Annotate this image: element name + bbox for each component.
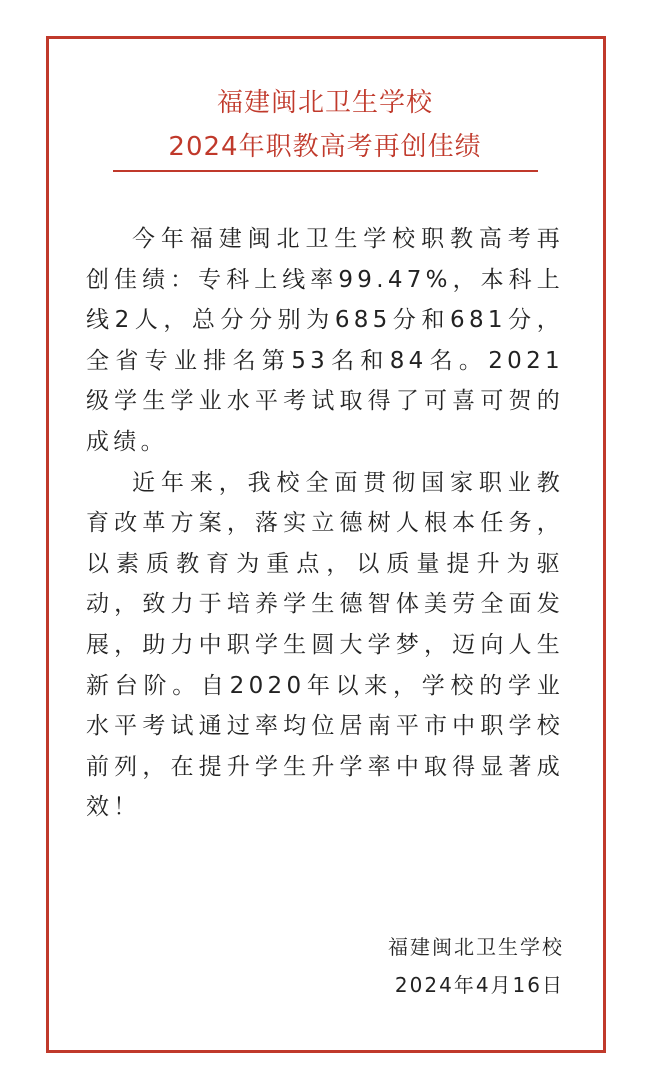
signature-organization: 福建闽北卫生学校	[388, 935, 564, 959]
title-underline	[113, 170, 538, 172]
article-body	[86, 219, 564, 828]
signature-date: 2024年4月16日	[394, 973, 564, 997]
paragraph-reform: 近年来，我校全面贯彻国家职业教育改革方案，落实立德树人根本任务，以素质教育为重点，以质量提升为驱动，致力于培养学生德智体美劳全面发展，助力中职学生圆大学梦，迈向人生新台阶。自2020年以来，学校的学业水平考试通过率均位居南平市中职学校前列，在提升学生升学率中取得显著成效！	[86, 469, 564, 821]
paragraph-results: 今年福建闽北卫生学校职教高考再创佳绩：专科上线率99.47%，本科上线2人，总分分别为685分和681分，全省专业排名第53名和84名。2021级学生学业水平考试取得了可喜可贺的成绩。	[86, 226, 564, 455]
title-school-name: 福建闽北卫生学校	[216, 88, 433, 118]
title-headline: 2024年职教高考再创佳绩	[168, 132, 482, 162]
